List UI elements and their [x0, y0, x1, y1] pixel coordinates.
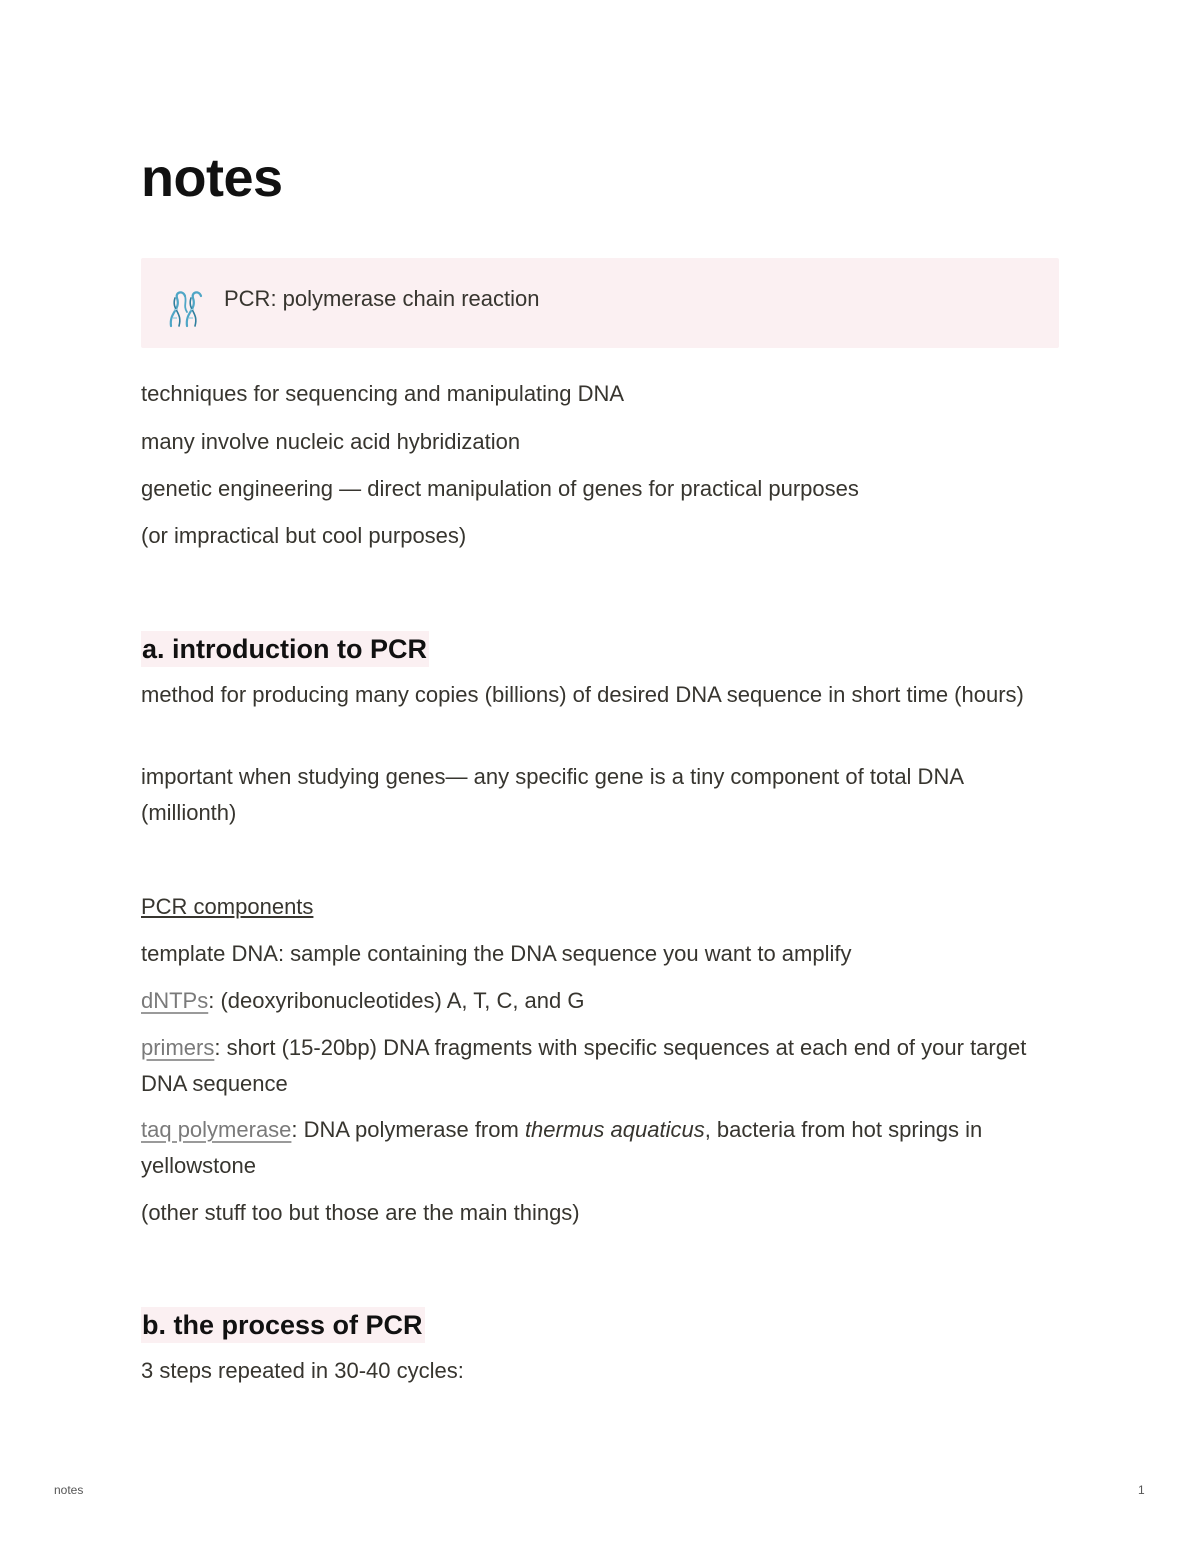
primers-link[interactable]: primers: [141, 1035, 215, 1060]
intro-line: genetic engineering — direct manipulation of genes for practical purposes: [141, 476, 859, 501]
dntps-line: [141, 983, 1059, 1019]
dntps-link[interactable]: dNTPs: [141, 988, 209, 1013]
primers-description: : short (15-20bp) DNA fragments with specific sequences at each end of your target DNA sequence: [141, 1035, 1027, 1096]
section-a-paragraph: method for producing many copies (billions) of desired DNA sequence in short time (hours): [141, 682, 1024, 707]
components-heading-text: PCR components: [141, 894, 314, 919]
taq-description-end: , bacteria from hot springs in yellowstone: [141, 1117, 983, 1178]
taq-species-name: thermus aquaticus: [524, 1117, 705, 1142]
intro-line: many involve nucleic acid hybridization: [141, 429, 521, 454]
components-heading: [141, 889, 1059, 925]
footer-page-number: 1: [1138, 1483, 1145, 1497]
section-b-heading: b. the process of PCR: [141, 1307, 425, 1343]
section-a-paragraph: important when studying genes— any specific gene is a tiny component of total DNA (millionth): [141, 764, 963, 825]
page-title: notes: [141, 148, 283, 208]
other-line: (other stuff too but those are the main things): [141, 1200, 580, 1225]
callout-box: [141, 258, 1059, 348]
taq-description-start: : DNA polymerase from: [291, 1117, 525, 1142]
section-b-paragraph: 3 steps repeated in 30-40 cycles:: [141, 1358, 464, 1383]
dna-helix-icon: [165, 288, 207, 328]
intro-line: (or impractical but cool purposes): [141, 523, 467, 548]
taq-polymerase-link[interactable]: taq polymerase: [141, 1117, 292, 1142]
footer-document-name: notes: [54, 1483, 84, 1497]
section-a-heading: a. introduction to PCR: [141, 631, 429, 667]
callout-text: PCR: polymerase chain reaction: [224, 286, 540, 311]
template-line: template DNA: sample containing the DNA sequence you want to amplify: [141, 941, 852, 966]
primers-line: [141, 1030, 1059, 1102]
intro-line: techniques for sequencing and manipulating DNA: [141, 381, 625, 406]
dntps-description: : (deoxyribonucleotides) A, T, C, and G: [208, 988, 585, 1013]
taq-line: [141, 1112, 1059, 1184]
